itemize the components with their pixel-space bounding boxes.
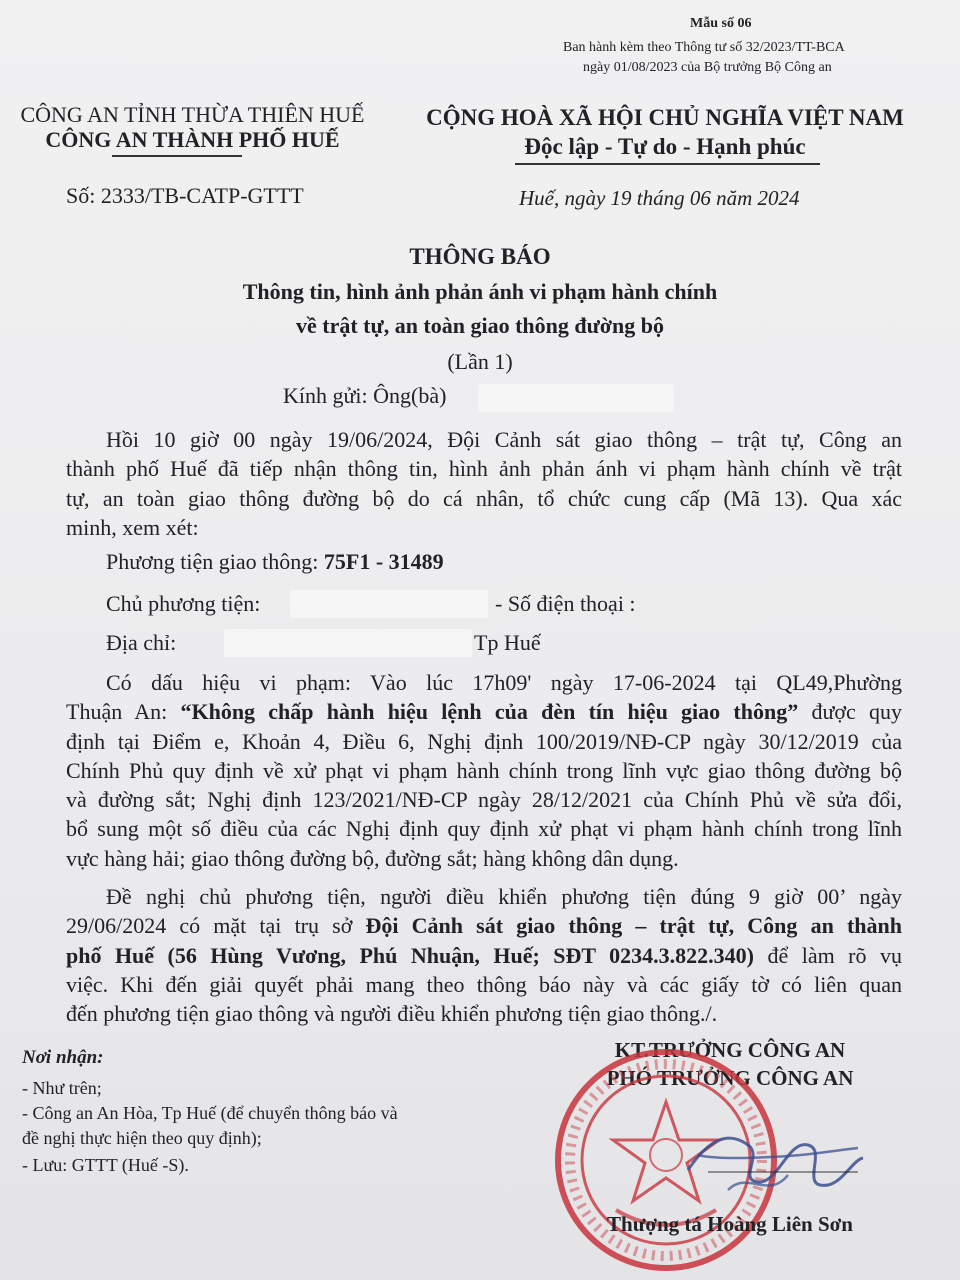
violation-line: và đường sắt; Nghị định 123/2021/NĐ-CP ngày 28/12/2021 của Chính Phủ về sửa đổi, [66,787,902,813]
request-office-address: phố Huế (56 Hùng Vương, Phú Nhuận, Huế; SĐT 0234.3.822.340) [66,942,755,968]
violation-description: “Không chấp hành hiệu lệnh của đèn tín hiệu giao thông” [180,699,799,725]
agency-parent: CÔNG AN TỈNH THỪA THIÊN HUẾ [20,102,365,127]
intro-line: thành phố Huế đã tiếp nhận thông tin, hình ảnh phản ánh vi phạm hành chính về trật [66,456,902,482]
violation-suffix: được quy [798,699,902,725]
recipient-item: - Công an An Hòa, Tp Huế (để chuyển thông báo và [22,1103,398,1123]
request-line: Đề nghị chủ phương tiện, người điều khiển phương tiện đúng 9 giờ 00’ ngày [106,884,902,909]
document-number: Số: 2333/TB-CATP-GTTT [66,183,304,208]
request-line: đến phương tiện giao thông và người điều khiển phương tiện giao thông./. [66,1001,718,1027]
owner-line [106,591,260,617]
request-office: Đội Cảnh sát giao thông – trật tự, Công an thành [365,913,902,939]
violation-paragraph [66,668,902,873]
document-subtitle-line2: về trật tự, an toàn giao thông đường bộ [295,313,664,338]
request-paragraph [66,882,902,1028]
request-text: để làm rõ vụ [754,942,902,968]
attempt-number: (Lần 1) [447,349,513,374]
nation-title: CỘNG HOÀ XÃ HỘI CHỦ NGHĨA VIỆT NAM [426,105,904,130]
redacted-address [224,629,472,657]
intro-line: Hồi 10 giờ 00 ngày 19/06/2024, Đội Cảnh sát giao thông – trật tự, Công an [106,427,902,452]
violation-line [66,697,902,726]
agency-name: CÔNG AN THÀNH PHỐ HUẾ [45,127,340,152]
owner-label: Chủ phương tiện: [106,591,261,616]
recipient-item: - Lưu: GTTT (Huế -S). [22,1155,189,1175]
document-subtitle-line1: Thông tin, hình ảnh phản ánh vi phạm hành chính [242,279,718,304]
request-line: việc. Khi đến giải quyết phải mang theo thông báo này và các giấy tờ có liên quan [66,971,902,997]
violation-line: Chính Phủ quy định về xử phạt vi phạm hành chính trong lĩnh vực giao thông đường bộ [66,757,902,783]
redacted-owner [290,590,488,618]
intro-paragraph [66,425,902,542]
agency-underline [112,155,242,157]
handwritten-signature [668,1100,868,1220]
redacted-name [478,384,674,412]
violation-place: Thuận An: [66,699,181,725]
request-line [66,941,902,970]
recipient-item: đề nghị thực hiện theo quy định); [22,1128,262,1148]
form-number: Mẫu số 06 [690,16,752,31]
address-label: Địa chỉ: [106,630,177,655]
request-line [66,911,902,940]
owner-phone-label: - Số điện thoại : [495,591,636,616]
violation-line: bổ sung một số điều của các Nghị định quy định xử phạt vi phạm hành chính trong lĩnh [66,816,902,842]
signature-title-line1: KT.TRƯỞNG CÔNG AN [614,1038,846,1062]
national-motto: Độc lập - Tự do - Hạnh phúc [524,134,806,159]
vehicle-line [106,549,444,575]
form-issuance-note: Ban hành kèm theo Thông tư số 32/2023/TT-BCA [563,40,845,55]
signature-title-line2: PHÓ TRƯỞNG CÔNG AN [606,1066,854,1090]
violation-line: vực hàng hải; giao thông đường bộ, đường sắt; hàng không dân dụng. [66,845,679,871]
vehicle-plate: 75F1 - 31489 [323,549,444,574]
intro-line: tự, an toàn giao thông đường bộ do cá nhân, tổ chức cung cấp (Mã 13). Qua xác [66,485,902,511]
document-title: THÔNG BÁO [409,244,551,269]
vehicle-label: Phương tiện giao thông: [106,549,324,574]
recipients-label: Nơi nhận: [22,1047,104,1068]
addressee-label: Kính gửi: Ông(bà) [283,383,447,408]
motto-underline [515,163,820,165]
violation-line: định tại Điểm e, Khoản 4, Điều 6, Nghị định 100/2019/NĐ-CP ngày 30/12/2019 của [66,728,902,754]
address-city: Tp Huế [474,630,541,655]
intro-line: minh, xem xét: [66,514,199,540]
place-date: Huế, ngày 19 tháng 06 năm 2024 [519,186,800,210]
recipient-item: - Như trên; [22,1078,102,1098]
violation-line: Có dấu hiệu vi phạm: Vào lúc 17h09' ngày 17-06-2024 tại QL49,Phường [106,670,902,695]
form-issuance-date: ngày 01/08/2023 của Bộ trưởng Bộ Công an [583,60,832,75]
signer-name: Thượng tá Hoàng Liên Sơn [607,1212,853,1236]
request-text: 29/06/2024 có mặt tại trụ sở [66,913,366,939]
